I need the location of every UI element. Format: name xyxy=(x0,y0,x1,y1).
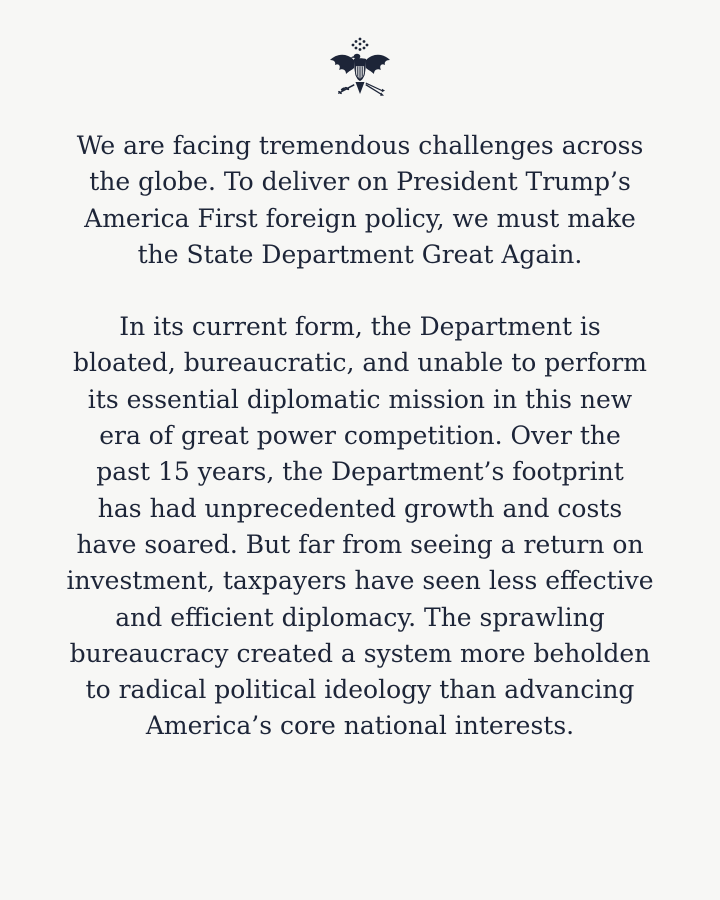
text-line: the State Department Great Again. xyxy=(137,239,583,269)
text-line: bureaucracy created a system more beholden xyxy=(69,638,651,668)
text-line: the globe. To deliver on President Trump’s xyxy=(89,167,631,197)
text-line: investment, taxpayers have seen less effective xyxy=(66,566,654,596)
text-line: era of great power competition. Over the xyxy=(99,421,621,451)
paragraph-1 xyxy=(40,128,680,273)
text-line: and efficient diplomacy. The sprawling xyxy=(115,602,605,632)
statement-text xyxy=(40,128,680,745)
text-line: America First foreign policy, we must make xyxy=(84,203,636,233)
text-line: America’s core national interests. xyxy=(145,711,575,741)
great-seal-eagle-icon xyxy=(324,34,396,100)
text-line: past 15 years, the Department’s footprint xyxy=(96,457,624,487)
text-line: to radical political ideology than advancing xyxy=(85,675,635,705)
text-line: bloated, bureaucratic, and unable to perform xyxy=(73,348,647,378)
text-line: have soared. But far from seeing a return on xyxy=(76,529,644,559)
paragraph-2 xyxy=(40,309,680,745)
text-line: has had unprecedented growth and costs xyxy=(97,493,623,523)
text-line: In its current form, the Department is xyxy=(119,312,601,342)
text-line: We are facing tremendous challenges across xyxy=(76,131,644,160)
text-line: its essential diplomatic mission in this new xyxy=(87,384,633,414)
